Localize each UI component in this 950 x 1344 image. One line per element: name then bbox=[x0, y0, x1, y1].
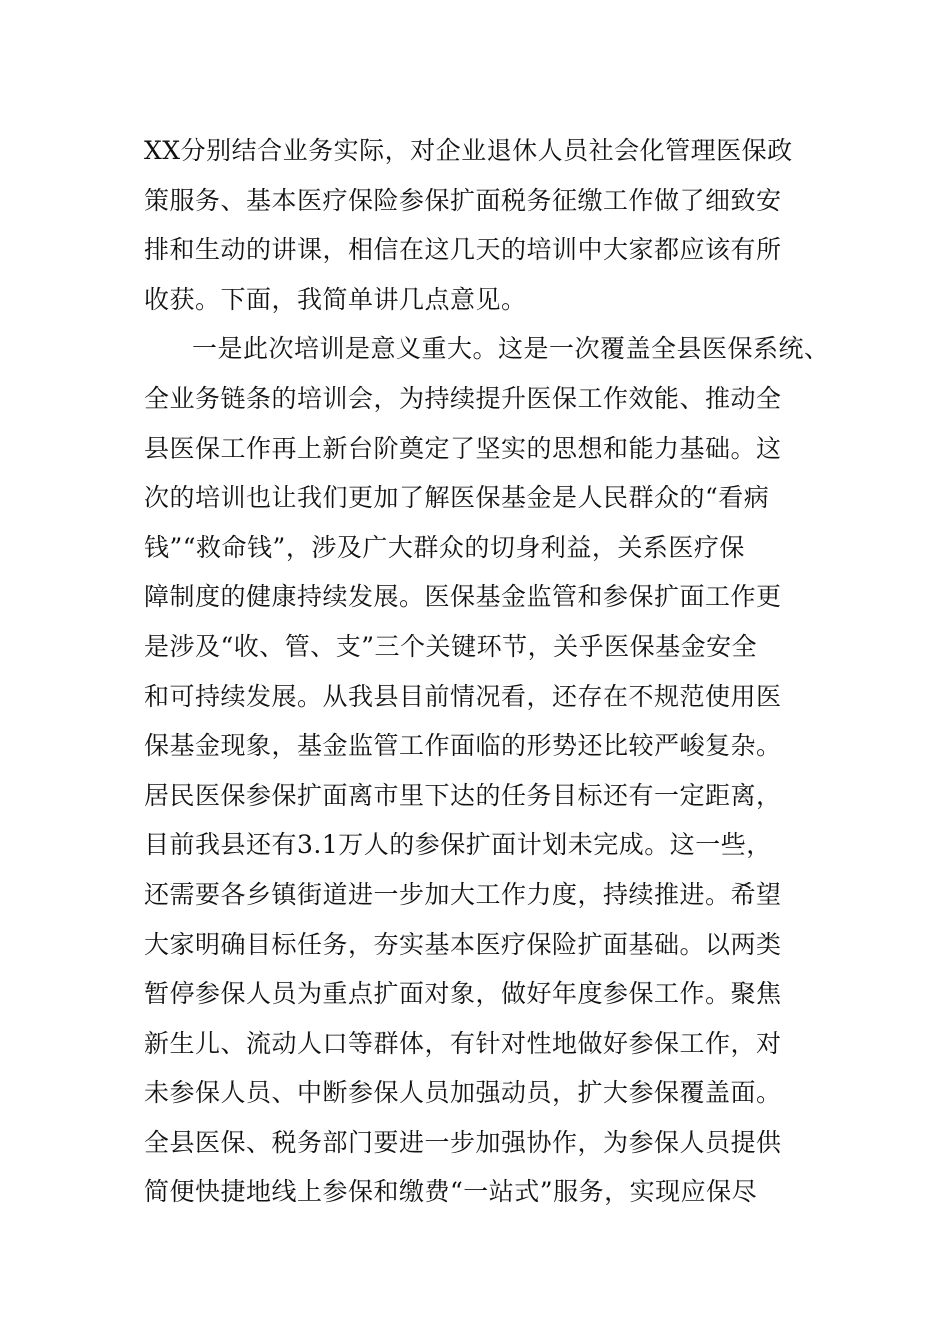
text-line: 是涉及“收、管、支”三个关键环节，关乎医保基金安全 bbox=[144, 631, 758, 661]
text-line: 目前我县还有3.1万人的参保扩面计划未完成。这一些， bbox=[144, 830, 772, 860]
text-line: 简便快捷地线上参保和缴费“一站式”服务，实现应保尽 bbox=[144, 1177, 758, 1207]
text-line: 未参保人员、中断参保人员加强动员，扩大参保覆盖面。 bbox=[144, 1078, 782, 1108]
text-line: 全业务链条的培训会，为持续提升医保工作效能、推动全 bbox=[144, 383, 782, 413]
text-line: 全县医保、税务部门要进一步加强协作，为参保人员提供 bbox=[144, 1127, 782, 1157]
text-line: 暂停参保人员为重点扩面对象，做好年度参保工作。聚焦 bbox=[144, 979, 782, 1009]
text-line: 居民医保参保扩面离市里下达的任务目标还有一定距离， bbox=[144, 780, 782, 810]
text-line: 还需要各乡镇街道进一步加大工作力度，持续推进。希望 bbox=[144, 879, 782, 909]
text-line: XX分别结合业务实际，对企业退休人员社会化管理医保政 bbox=[144, 136, 793, 165]
text-line: 排和生动的讲课，相信在这几天的培训中大家都应该有所 bbox=[144, 235, 782, 265]
text-line: 次的培训也让我们更加了解医保基金是人民群众的“看病 bbox=[144, 483, 770, 513]
document-body bbox=[144, 126, 844, 1217]
text-line: 新生儿、流动人口等群体，有针对性地做好参保工作，对 bbox=[144, 1028, 782, 1058]
paragraph-first-line: 一是此次培训是意义重大。这是一次覆盖全县医保系统、 bbox=[192, 334, 830, 364]
text-line: 大家明确目标任务，夯实基本医疗保险扩面基础。以两类 bbox=[144, 929, 782, 959]
text-line: 县医保工作再上新台阶奠定了坚实的思想和能力基础。这 bbox=[144, 433, 782, 463]
text-line: 收获。下面，我简单讲几点意见。 bbox=[144, 284, 527, 314]
text-line: 保基金现象，基金监管工作面临的形势还比较严峻复杂。 bbox=[144, 731, 782, 761]
text-line: 障制度的健康持续发展。医保基金监管和参保扩面工作更 bbox=[144, 582, 782, 612]
text-line: 钱”“救命钱”，涉及广大群众的切身利益，关系医疗保 bbox=[144, 532, 745, 562]
text-line: 策服务、基本医疗保险参保扩面税务征缴工作做了细致安 bbox=[144, 185, 782, 215]
text-line: 和可持续发展。从我县目前情况看，还存在不规范使用医 bbox=[144, 681, 782, 711]
